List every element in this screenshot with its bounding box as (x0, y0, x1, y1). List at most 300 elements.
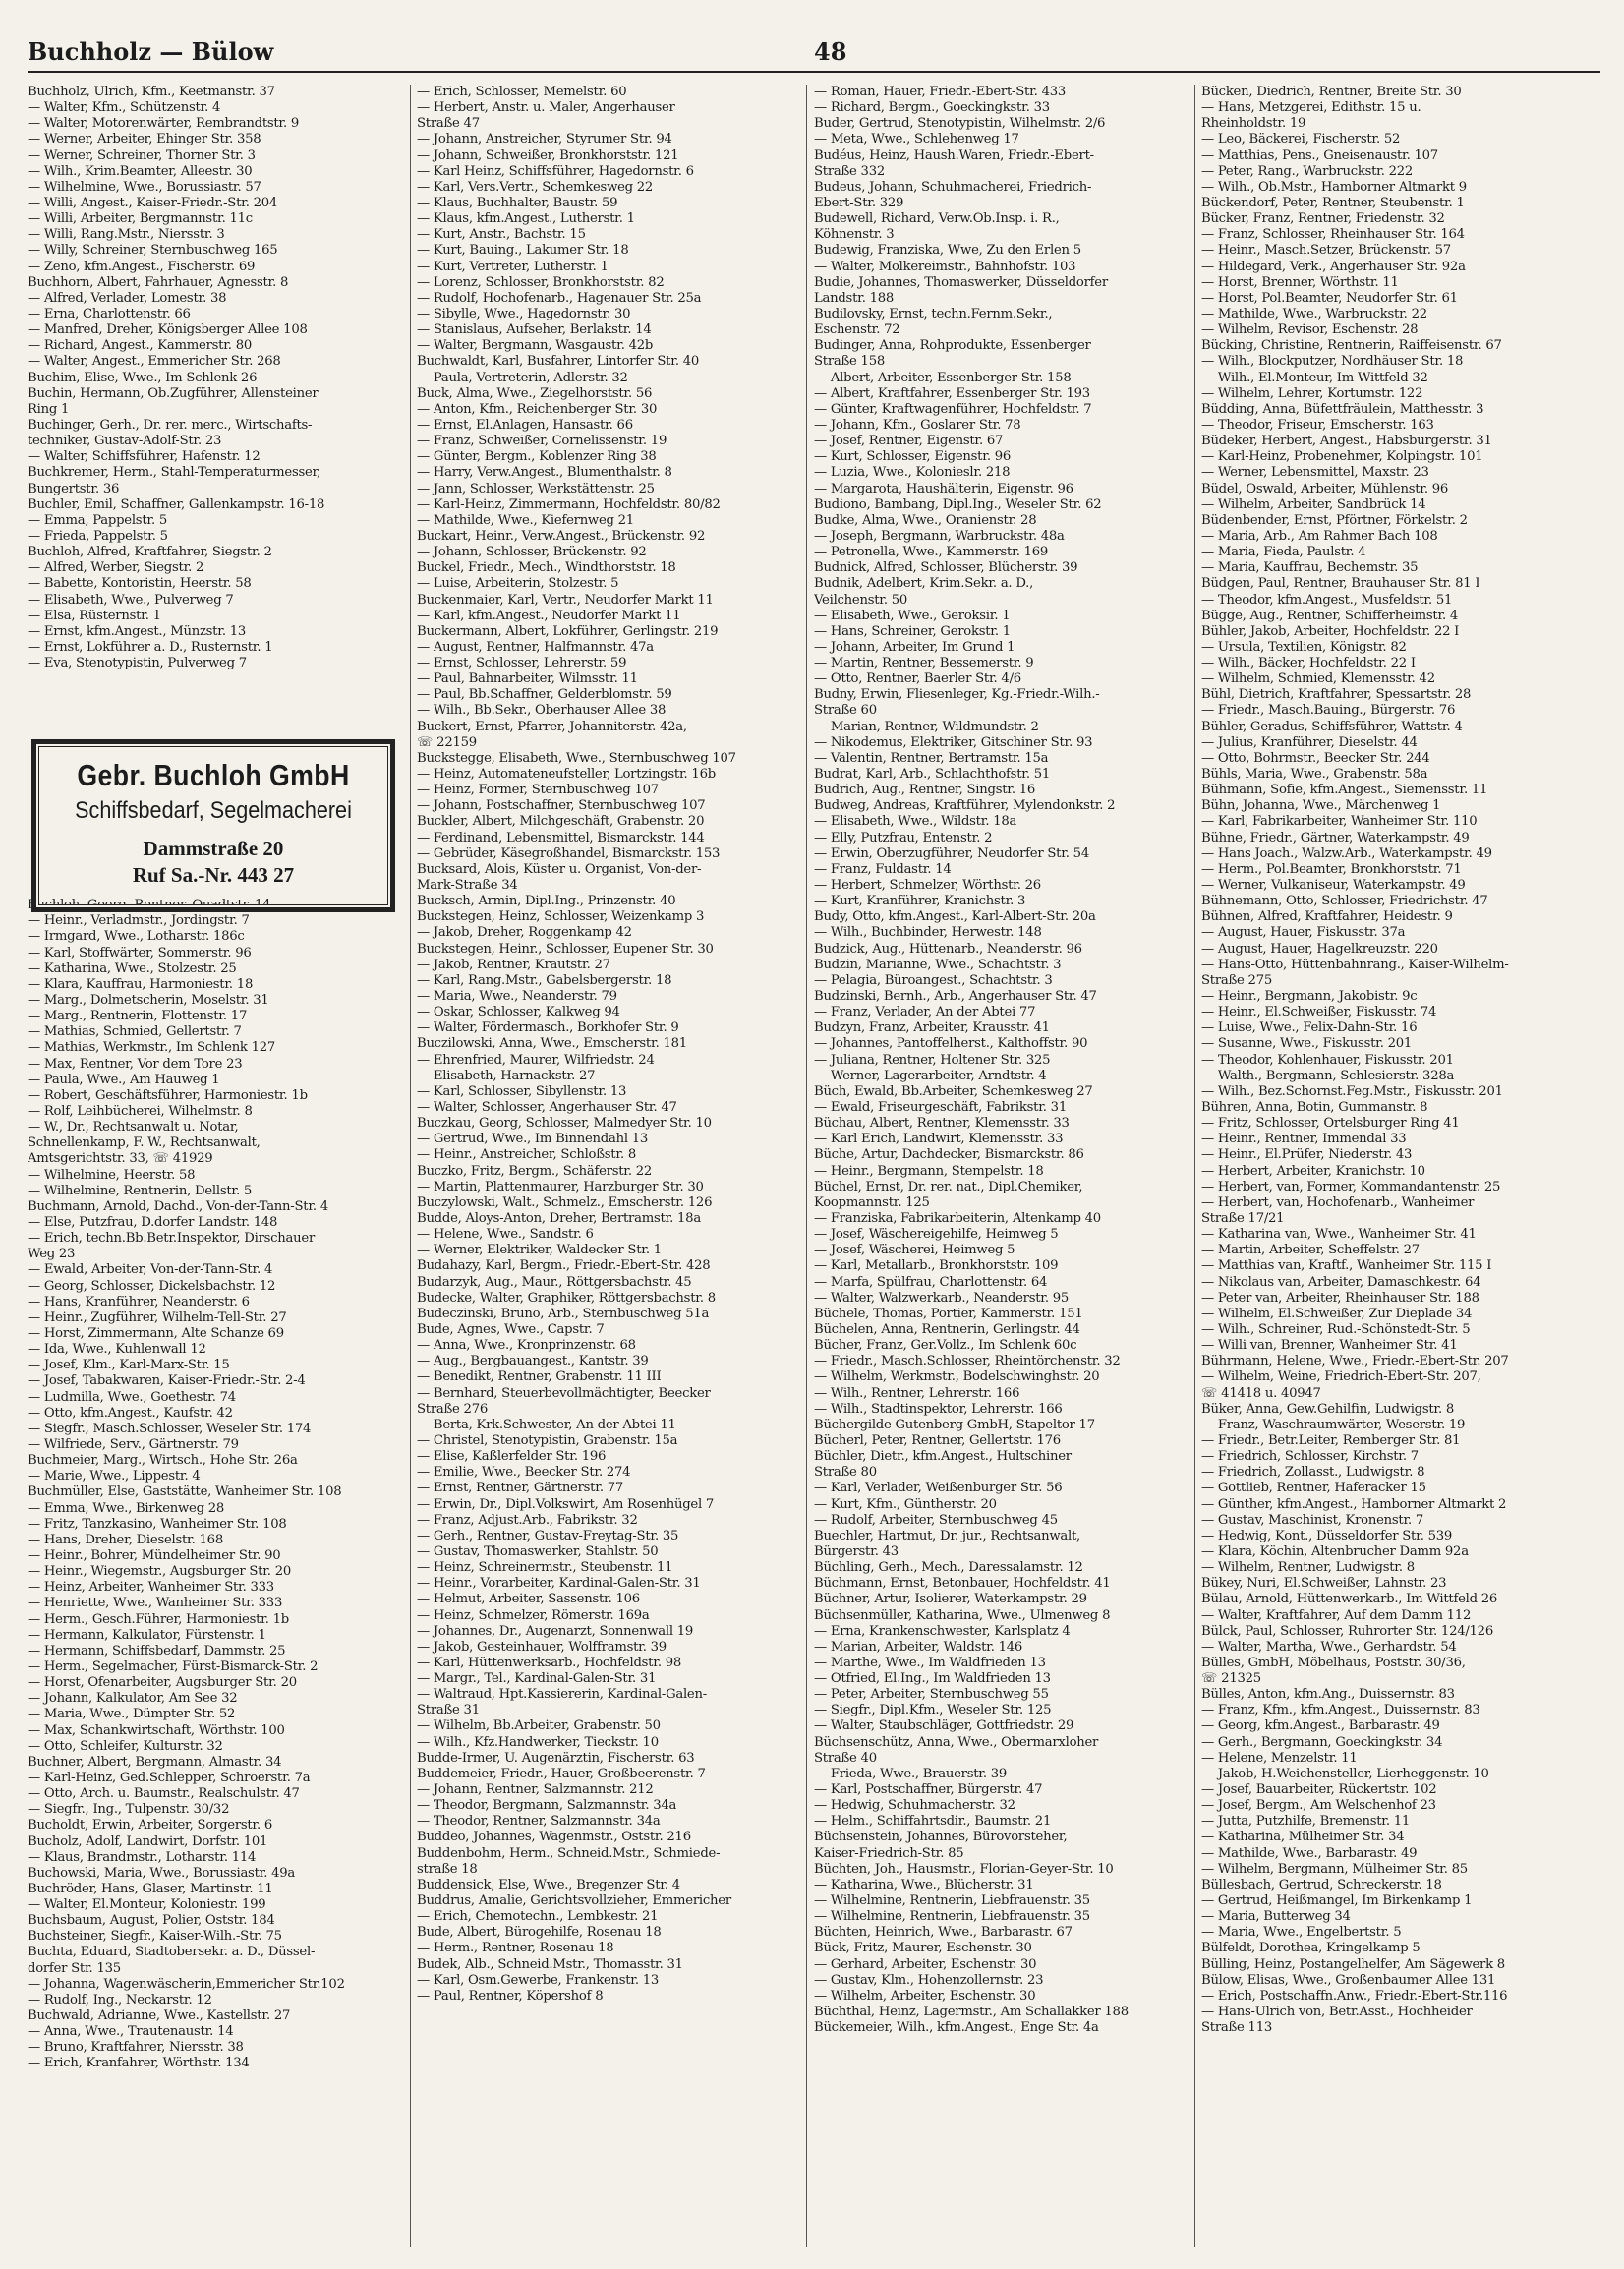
directory-entry: Bülles, GmbH, Möbelhaus, Poststr. 30/36, (1201, 1655, 1466, 1670)
directory-entry: — Heinr., Wiegemstr., Augsburger Str. 20 (28, 1564, 291, 1580)
directory-entry: Buechler, Hartmut, Dr. jur., Rechtsanwalt, (814, 1528, 1080, 1543)
directory-entry: Bucksch, Armin, Dipl.Ing., Prinzenstr. 40 (417, 894, 676, 909)
directory-entry: — Marfa, Spülfrau, Charlottenstr. 64 (814, 1274, 1048, 1290)
directory-entry: Bührmann, Helene, Wwe., Friedr.-Ebert-Str. 207 (1201, 1354, 1509, 1369)
directory-entry: Buddeo, Johannes, Wagenmstr., Oststr. 216 (417, 1830, 691, 1845)
directory-entry: — Heinz, Schreinermstr., Steubenstr. 11 (417, 1560, 673, 1576)
directory-entry: Bühn, Johanna, Wwe., Märchenweg 1 (1201, 798, 1441, 814)
directory-entry: — Maria, Arb., Am Rahmer Bach 108 (1201, 528, 1438, 544)
directory-entry: — Kurt, Bauing., Lakumer Str. 18 (417, 243, 629, 259)
directory-entry: — Elisabeth, Wwe., Geroksir. 1 (814, 608, 1011, 623)
column-rule (410, 85, 411, 2247)
directory-entry: Bügge, Aug., Rentner, Schifferheimstr. 4 (1201, 608, 1459, 623)
directory-entry: — Karl, Osm.Gewerbe, Frankenstr. 13 (417, 1972, 660, 1988)
directory-entry: — Otto, Rentner, Baerler Str. 4/6 (814, 671, 1021, 687)
advert-phone: Ruf Sa.-Nr. 443 27 (132, 863, 295, 887)
directory-entry: — Friedrich, Zollasst., Ludwigstr. 8 (1201, 1465, 1425, 1481)
directory-entry: — Margarota, Haushälterin, Eigenstr. 96 (814, 481, 1073, 496)
directory-entry: Büch, Ewald, Bb.Arbeiter, Schemkesweg 27 (814, 1083, 1093, 1099)
directory-entry: — Kurt, Kranführer, Kranichstr. 3 (814, 894, 1026, 909)
directory-entry: — Herm., Pol.Beamter, Bronkhorststr. 71 (1201, 861, 1462, 877)
directory-entry: — Wilhelm, Weine, Friedrich-Ebert-Str. 207, (1201, 1369, 1481, 1385)
directory-entry: — Georg, kfm.Angest., Barbarastr. 49 (1201, 1718, 1440, 1734)
directory-entry: — Wilh., Schreiner, Rud.-Schönstedt-Str. 5 (1201, 1321, 1471, 1337)
directory-entry: — Katharina, Wwe., Blücherstr. 31 (814, 1877, 1034, 1892)
directory-entry: Budde, Aloys-Anton, Dreher, Bertramstr. 18a (417, 1210, 701, 1226)
directory-entry: — Theodor, Kohlenhauer, Fiskusstr. 201 (1201, 1052, 1454, 1068)
directory-entry: — Wilhelmine, Rentnerin, Liebfrauenstr. 35 (814, 1909, 1090, 1925)
directory-entry: — Siegfr., Dipl.Kfm., Weseler Str. 125 (814, 1703, 1052, 1718)
directory-entry: Bucksard, Alois, Küster u. Organist, Von-der- (417, 861, 702, 877)
directory-entry: Buddrus, Amalie, Gerichtsvollzieher, Emmericher (417, 1893, 731, 1909)
directory-entry: — Walter, Kfm., Schützenstr. 4 (28, 100, 221, 116)
directory-entry: Köhnenstr. 3 (814, 227, 895, 243)
column-3 (814, 85, 1202, 2036)
directory-entry: — Hildegard, Verk., Angerhauser Str. 92a (1201, 259, 1466, 274)
directory-entry: — Otto, Schleifer, Kulturstr. 32 (28, 1738, 223, 1754)
directory-entry: — Johann, Schweißer, Bronkhorststr. 121 (417, 147, 679, 163)
page-header (28, 37, 1600, 73)
directory-entry: — Heinr., El.Prüfer, Niederstr. 43 (1201, 1147, 1413, 1163)
directory-entry: — Gerhard, Arbeiter, Eschenstr. 30 (814, 1956, 1037, 1972)
directory-entry: — Heinr., Rentner, Immendal 33 (1201, 1132, 1407, 1147)
directory-entry: — August, Hauer, Fiskusstr. 37a (1201, 925, 1406, 941)
directory-entry: Büchner, Artur, Isolierer, Waterkampstr. 29 (814, 1592, 1087, 1607)
directory-entry: — Horst, Brenner, Wörthstr. 11 (1201, 274, 1399, 290)
directory-entry: Budecke, Walter, Graphiker, Röttgersbachstr. 8 (417, 1290, 716, 1306)
directory-entry: — Ursula, Textilien, Königstr. 82 (1201, 639, 1407, 655)
directory-entry: — Karl, Schlosser, Sibyllenstr. 13 (417, 1083, 627, 1099)
directory-entry: Buchner, Albert, Bergmann, Almastr. 34 (28, 1754, 282, 1770)
directory-entry: — Ewald, Friseurgeschäft, Fabrikstr. 31 (814, 1100, 1067, 1115)
directory-entry: — Martin, Plattenmaurer, Harzburger Str. 30 (417, 1179, 704, 1194)
directory-entry: — Heinr., Bohrer, Mündelheimer Str. 90 (28, 1547, 281, 1563)
directory-entry: — Karl-Heinz, Ged.Schlepper, Schroerstr. 7a (28, 1770, 311, 1785)
directory-entry: — Hedwig, Kont., Düsseldorfer Str. 539 (1201, 1528, 1452, 1543)
directory-entry: Büker, Anna, Gew.Gehilfin, Ludwigstr. 8 (1201, 1401, 1455, 1417)
directory-entry: — Emma, Wwe., Birkenweg 28 (28, 1500, 224, 1516)
directory-entry: Straße 31 (417, 1703, 480, 1718)
directory-entry: — Karl, Fabrikarbeiter, Wanheimer Str. 110 (1201, 814, 1478, 830)
directory-entry: — Gustav, Maschinist, Kronenstr. 7 (1201, 1512, 1424, 1528)
directory-entry: — Maria, Fiedа, Paulstr. 4 (1201, 545, 1366, 560)
directory-entry: Buckert, Ernst, Pfarrer, Johanniterstr. 42a, (417, 719, 687, 734)
directory-entry: — Fritz, Tanzkasino, Wanheimer Str. 108 (28, 1516, 287, 1532)
directory-entry: — Herbert, van, Former, Kommandantenstr. 25 (1201, 1179, 1501, 1194)
directory-entry: — Walter, Fördermasch., Borkhofer Str. 9 (417, 1020, 679, 1036)
directory-entry: — Peter, Arbeiter, Sternbuschweg 55 (814, 1687, 1049, 1703)
directory-entry: Bülck, Paul, Schlosser, Ruhrorter Str. 124/126 (1201, 1623, 1493, 1639)
directory-entry: Buchler, Emil, Schaffner, Gallenkampstr. 16-18 (28, 496, 325, 512)
directory-entry: — Alfred, Verlader, Lomestr. 38 (28, 290, 227, 306)
directory-entry: — Emilie, Wwe., Beecker Str. 274 (417, 1465, 631, 1481)
directory-entry: — Karl, Verlader, Weißenburger Str. 56 (814, 1481, 1063, 1496)
directory-entry: — Horst, Pol.Beamter, Neudorfer Str. 61 (1201, 290, 1458, 306)
directory-entry: — Johann, Anstreicher, Styrumer Str. 94 (417, 132, 672, 147)
directory-entry: — Werner, Lebensmittel, Maxstr. 23 (1201, 465, 1429, 481)
directory-entry: Buchin, Hermann, Ob.Zugführer, Allensteiner (28, 385, 319, 401)
directory-entry: — Karl, kfm.Angest., Neudorfer Markt 11 (417, 608, 681, 623)
directory-entry: Amtsgerichtstr. 33, ☏ 41929 (28, 1151, 213, 1167)
directory-entry: — Jann, Schlosser, Werkstättenstr. 25 (417, 481, 655, 496)
directory-entry: — Wilhelm, Bb.Arbeiter, Grabenstr. 50 (417, 1718, 661, 1734)
directory-entry: Büdel, Oswald, Arbeiter, Mühlenstr. 96 (1201, 481, 1449, 496)
directory-entry: — Gertrud, Wwe., Im Binnendahl 13 (417, 1132, 649, 1147)
directory-entry: — Karl-Heinz, Probenehmer, Kolpingstr. 101 (1201, 449, 1483, 465)
directory-entry: — Stanislaus, Aufseher, Berlakstr. 14 (417, 322, 652, 338)
directory-entry: — Walter, Bergmann, Wasgaustr. 42b (417, 338, 654, 354)
directory-entry: Schnellenkamp, F. W., Rechtsanwalt, (28, 1135, 261, 1151)
directory-entry: — Johann, Kfm., Goslarer Str. 78 (814, 417, 1021, 433)
directory-entry: Büchler, Dietr., kfm.Angest., Hultschiner (814, 1449, 1072, 1465)
directory-entry: Budzick, Aug., Hüttenarb., Neanderstr. 96 (814, 941, 1082, 957)
directory-entry: — Josef, Wäschereigehilfe, Heimweg 5 (814, 1227, 1059, 1243)
directory-entry: — Franz, Fuldastr. 14 (814, 861, 952, 877)
directory-entry: Landstr. 188 (814, 290, 895, 306)
directory-entry: — Herm., Gesch.Führer, Harmoniestr. 1b (28, 1611, 289, 1627)
directory-entry: Buchinger, Gerh., Dr. rer. merc., Wirtschafts- (28, 417, 313, 433)
directory-entry: — Martin, Rentner, Bessemerstr. 9 (814, 656, 1034, 671)
directory-entry: — Harry, Verw.Angest., Blumenthalstr. 8 (417, 465, 672, 481)
directory-entry: — Erwin, Oberzugführer, Neudorfer Str. 54 (814, 845, 1089, 861)
directory-entry: Bühren, Anna, Botin, Gummanstr. 8 (1201, 1100, 1428, 1115)
directory-entry: — Wilh., El.Monteur, Im Wittfeld 32 (1201, 370, 1428, 385)
directory-entry: — Gebrüder, Käsegroßhandel, Bismarckstr. 153 (417, 845, 721, 861)
directory-entry: Koopmannstr. 125 (814, 1194, 930, 1210)
directory-entry: — Else, Putzfrau, D.dorfer Landstr. 148 (28, 1215, 278, 1231)
directory-entry: — Klara, Kauffrau, Harmoniestr. 18 (28, 976, 254, 992)
directory-entry: — Rudolf, Arbeiter, Sternbuschweg 45 (814, 1512, 1058, 1528)
directory-entry: — Wilh., Bez.Schornst.Feg.Mstr., Fiskusstr. 201 (1201, 1083, 1503, 1099)
directory-entry: Bücken, Diedrich, Rentner, Breite Str. 30 (1201, 85, 1462, 99)
directory-entry: — Marie, Wwe., Lippestr. 4 (28, 1469, 201, 1484)
directory-entry: Buchta, Eduard, Stadtobersekr. a. D., Düssel- (28, 1945, 316, 1960)
directory-entry: Büchergilde Gutenberg GmbH, Stapeltor 17 (814, 1417, 1095, 1432)
directory-entry: Buddenbohm, Herm., Schneid.Mstr., Schmiede- (417, 1845, 721, 1861)
directory-entry: — Joseph, Bergmann, Warbruckstr. 48a (814, 528, 1065, 544)
directory-entry: — Karl, Postschaffner, Bürgerstr. 47 (814, 1782, 1043, 1798)
directory-entry: — W., Dr., Rechtsanwalt u. Notar, (28, 1120, 239, 1135)
directory-entry: — Berta, Krk.Schwester, An der Abtei 11 (417, 1417, 676, 1432)
directory-entry: — Maria, Wwe., Dümpter Str. 52 (28, 1707, 236, 1722)
directory-entry: Bücherl, Peter, Rentner, Gellertstr. 176 (814, 1432, 1061, 1448)
directory-entry: — Roman, Hauer, Friedr.-Ebert-Str. 433 (814, 85, 1066, 99)
directory-entry: — Wilh., Rentner, Lehrerstr. 166 (814, 1385, 1020, 1401)
directory-entry: — Heinr., El.Schweißer, Fiskusstr. 74 (1201, 1005, 1437, 1020)
directory-entry: Budiono, Bambang, Dipl.Ing., Weseler Str. 62 (814, 496, 1102, 512)
directory-entry: — Otfried, El.Ing., Im Waldfrieden 13 (814, 1671, 1051, 1687)
directory-entry: Büchele, Thomas, Portier, Kammerstr. 151 (814, 1306, 1083, 1321)
directory-entry: — Bruno, Kraftfahrer, Niersstr. 38 (28, 2040, 244, 2056)
directory-entry: Bühne, Friedr., Gärtner, Waterkampstr. 49 (1201, 830, 1470, 845)
directory-entry: Bückendorf, Peter, Rentner, Steubenstr. 1 (1201, 195, 1465, 210)
directory-entry: — Paula, Wwe., Am Hauweg 1 (28, 1072, 220, 1087)
directory-entry: — Paul, Bahnarbeiter, Wilmsstr. 11 (417, 671, 638, 687)
directory-entry: — Gottlieb, Rentner, Haferacker 15 (1201, 1481, 1426, 1496)
directory-entry: straße 18 (417, 1861, 478, 1877)
directory-entry: — Kurt, Kfm., Güntherstr. 20 (814, 1496, 997, 1512)
directory-entry: — Heinr., Verladmstr., Jordingstr. 7 (28, 913, 250, 929)
directory-entry: Buckstegge, Elisabeth, Wwe., Sternbuschweg 107 (417, 750, 736, 766)
directory-entry: — Katharina van, Wwe., Wanheimer Str. 41 (1201, 1227, 1477, 1243)
directory-entry: — Ernst, Lokführer a. D., Rusternstr. 1 (28, 639, 273, 655)
directory-entry: — Willy, Schreiner, Sternbuschweg 165 (28, 243, 278, 259)
directory-entry: — Walter, El.Monteur, Koloniestr. 199 (28, 1897, 266, 1913)
directory-entry: — Theodor, Rentner, Salzmannstr. 34a (417, 1814, 661, 1830)
directory-entry: — Peter, Rang., Warbruckstr. 222 (1201, 163, 1414, 179)
directory-entry: Budilovsky, Ernst, techn.Fernm.Sekr., (814, 306, 1053, 321)
directory-entry: — Gustav, Klm., Hohenzollernstr. 23 (814, 1972, 1044, 1988)
directory-entry: — Eva, Stenotypistin, Pulverweg 7 (28, 656, 247, 671)
directory-entry: Budewig, Franziska, Wwe, Zu den Erlen 5 (814, 243, 1081, 259)
directory-entry: Büchling, Gerh., Mech., Daressalamstr. 12 (814, 1560, 1083, 1576)
directory-entry: — Günter, Bergm., Koblenzer Ring 38 (417, 449, 657, 465)
directory-entry: — Karl, Vers.Vertr., Schemkesweg 22 (417, 179, 654, 195)
directory-entry: — Elisabeth, Wwe., Pulverweg 7 (28, 592, 234, 608)
directory-entry: — Karl-Heinz, Zimmermann, Hochfeldstr. 80/82 (417, 496, 721, 512)
directory-entry: — Karl, Hüttenwerksarb., Hochfeldstr. 98 (417, 1655, 681, 1670)
directory-entry: — Walter, Staubschläger, Gottfriedstr. 29 (814, 1718, 1074, 1734)
directory-entry: Straße 40 (814, 1750, 877, 1766)
directory-entry: Bühmann, Sofie, kfm.Angest., Siemensstr. 11 (1201, 783, 1488, 798)
directory-entry: — Siegfr., Ing., Tulpenstr. 30/32 (28, 1802, 230, 1818)
directory-entry: Bülling, Heinz, Postangelhelfer, Am Sägewerk 8 (1201, 1956, 1505, 1972)
directory-entry: — Werner, Lagerarbeiter, Arndtstr. 4 (814, 1068, 1047, 1083)
directory-entry: Straße 113 (1201, 2020, 1272, 2036)
directory-entry: — Herbert, Arbeiter, Kranichstr. 10 (1201, 1163, 1425, 1179)
directory-entry: — Walter, Motorenwärter, Rembrandtstr. 9 (28, 116, 300, 132)
directory-entry: — Werner, Elektriker, Waldecker Str. 1 (417, 1243, 662, 1258)
directory-entry: — Walter, Walzwerkarb., Neanderstr. 95 (814, 1290, 1070, 1306)
directory-entry: — Karl, Stoffwärter, Sommerstr. 96 (28, 945, 252, 960)
directory-entry: Buckel, Friedr., Mech., Windthorststr. 18 (417, 560, 676, 576)
directory-entry: — Josef, Klm., Karl-Marx-Str. 15 (28, 1358, 230, 1373)
directory-entry: Bülles, Anton, kfm.Ang., Duissernstr. 83 (1201, 1687, 1455, 1703)
directory-entry: — Paula, Vertreterin, Adlerstr. 32 (417, 370, 628, 385)
directory-entry: — Leo, Bäckerei, Fischerstr. 52 (1201, 132, 1401, 147)
directory-entry: Straße 332 (814, 163, 885, 179)
directory-entry: — Babette, Kontoristin, Heerstr. 58 (28, 576, 252, 592)
directory-entry: — Wilh., Buchbinder, Herwestr. 148 (814, 925, 1042, 941)
directory-entry: ☏ 22159 (417, 734, 477, 750)
directory-entry: — Heinr., Bergmann, Jakobistr. 9c (1201, 989, 1418, 1005)
directory-entry: — Hermann, Schiffsbedarf, Dammstr. 25 (28, 1643, 286, 1658)
directory-entry: Buczilowski, Anna, Wwe., Emscherstr. 181 (417, 1036, 687, 1052)
directory-entry: Buchmeier, Marg., Wirtsch., Hohe Str. 26a (28, 1453, 298, 1469)
directory-entry: Budrich, Aug., Rentner, Singstr. 16 (814, 783, 1036, 798)
directory-entry: Ebert-Str. 329 (814, 195, 904, 210)
directory-entry: — Erich, Postschaffn.Anw., Friedr.-Ebert-Str.116 (1201, 1988, 1508, 2004)
directory-entry: — Maria, Kauffrau, Bechemstr. 35 (1201, 560, 1419, 576)
directory-entry: — Klara, Köchin, Altenbrucher Damm 92a (1201, 1543, 1469, 1559)
directory-entry: — Karl Heinz, Schiffsführer, Hagedornstr. 6 (417, 163, 694, 179)
directory-entry: — Paul, Bb.Schaffner, Gelderblomstr. 59 (417, 687, 672, 703)
directory-entry: Buckart, Heinr., Verw.Angest., Brückenstr. 92 (417, 528, 706, 544)
directory-entry: Bükey, Nuri, El.Schweißer, Lahnstr. 23 (1201, 1576, 1447, 1592)
directory-entry: — Wilhelmine, Wwe., Borussiastr. 57 (28, 179, 261, 195)
directory-entry: Bucholz, Adolf, Landwirt, Dorfstr. 101 (28, 1833, 268, 1849)
directory-entry: — Willi, Angest., Kaiser-Friedr.-Str. 204 (28, 195, 278, 210)
directory-entry: — Alfred, Werber, Siegstr. 2 (28, 560, 204, 576)
directory-entry: — Herbert, Anstr. u. Maler, Angerhauser (417, 100, 675, 116)
directory-entry: — Erich, Schlosser, Memelstr. 60 (417, 85, 627, 99)
directory-entry: — Wilhelm, Werkmstr., Bodelschwinghstr. 20 (814, 1369, 1100, 1385)
directory-entry: — Sibylle, Wwe., Hagedornstr. 30 (417, 306, 631, 321)
directory-entry: Ring 1 (28, 401, 70, 417)
directory-entry: Weg 23 (28, 1247, 76, 1262)
directory-entry: Bungertstr. 36 (28, 481, 120, 496)
directory-entry: — Wilhelm, Bergmann, Mülheimer Str. 85 (1201, 1861, 1468, 1877)
directory-entry: Straße 47 (417, 116, 480, 132)
directory-entry: Büchau, Albert, Rentner, Klemensstr. 33 (814, 1116, 1070, 1132)
directory-entry: — Theodor, kfm.Angest., Musfeldstr. 51 (1201, 592, 1453, 608)
directory-entry: — Erich, techn.Bb.Betr.Inspektor, Dirschauer (28, 1231, 316, 1247)
directory-entry: Budke, Alma, Wwe., Oranienstr. 28 (814, 512, 1037, 528)
directory-entry: — Erna, Charlottenstr. 66 (28, 306, 191, 321)
directory-entry: Buckstegen, Heinr., Schlosser, Eupener Str. 30 (417, 941, 714, 957)
directory-entry: Buchmann, Arnold, Dachd., Von-der-Tann-Str. 4 (28, 1198, 328, 1214)
directory-entry: Buckermann, Albert, Lokführer, Gerlingstr. 219 (417, 623, 719, 639)
directory-entry: — Karl Erich, Landwirt, Klemensstr. 33 (814, 1132, 1064, 1147)
column-1-bottom (28, 898, 416, 2071)
directory-entry: — Wilhelm, Revisor, Eschenstr. 28 (1201, 322, 1419, 338)
directory-entry: — Werner, Schreiner, Thorner Str. 3 (28, 147, 256, 163)
directory-entry: — Herbert, van, Hochofenarb., Wanheimer (1201, 1194, 1475, 1210)
directory-entry: — Wilh., Ob.Mstr., Hamborner Altmarkt 9 (1201, 179, 1467, 195)
directory-entry: — Ehrenfried, Maurer, Wilfriedstr. 24 (417, 1052, 655, 1068)
directory-entry: Buczko, Fritz, Bergm., Schäferstr. 22 (417, 1163, 653, 1179)
directory-entry: — Ewald, Arbeiter, Von-der-Tann-Str. 4 (28, 1262, 273, 1278)
directory-entry: Straße 158 (814, 354, 885, 370)
directory-entry: — Johann, Arbeiter, Im Grund 1 (814, 639, 1015, 655)
directory-entry: — Herbert, Schmelzer, Wörthstr. 26 (814, 878, 1041, 894)
directory-entry: Bühnen, Alfred, Kraftfahrer, Heidestr. 9 (1201, 909, 1453, 925)
directory-entry: Bücker, Franz, Rentner, Friedenstr. 32 (1201, 211, 1445, 227)
directory-entry: dorfer Str. 135 (28, 1960, 121, 1976)
directory-entry: — Jakob, H.Weichensteller, Lierheggenstr. 10 (1201, 1766, 1489, 1781)
running-head: Buchholz — Bülow (28, 37, 274, 66)
directory-entry: — Helene, Wwe., Sandstr. 6 (417, 1227, 594, 1243)
directory-entry: — Friedr., Masch.Bauing., Bürgerstr. 76 (1201, 703, 1456, 719)
directory-entry: — Hans, Schreiner, Gerokstr. 1 (814, 623, 1011, 639)
directory-entry: — Friedr., Masch.Schlosser, Rheintörchenstr. 32 (814, 1354, 1121, 1369)
directory-entry: — Wilhelmine, Rentnerin, Dellstr. 5 (28, 1183, 253, 1198)
directory-entry: — Franziska, Fabrikarbeiterin, Altenkamp 40 (814, 1210, 1101, 1226)
directory-entry: Buck, Alma, Wwe., Ziegelhorststr. 56 (417, 385, 653, 401)
directory-entry: — Karl, Metallarb., Bronkhorststr. 109 (814, 1258, 1059, 1274)
directory-entry: Budnick, Alfred, Schlosser, Blücherstr. 39 (814, 560, 1078, 576)
directory-entry: — Albert, Kraftfahrer, Essenberger Str. 193 (814, 385, 1090, 401)
directory-entry: — Wilhelm, Arbeiter, Sandbrück 14 (1201, 496, 1426, 512)
directory-entry: Bürgerstr. 43 (814, 1543, 899, 1559)
directory-entry: — Aug., Bergbauangest., Kantstr. 39 (417, 1354, 649, 1369)
directory-entry: — Richard, Bergm., Goeckingkstr. 33 (814, 100, 1050, 116)
directory-entry: — Kurt, Anstr., Bachstr. 15 (417, 227, 586, 243)
column-4 (1201, 85, 1590, 2036)
directory-entry: — Maria, Wwe., Engelbertstr. 5 (1201, 1925, 1402, 1941)
directory-entry: — Fritz, Schlosser, Ortelsburger Ring 41 (1201, 1116, 1460, 1132)
directory-entry: — Franz, Schweißer, Cornelissenstr. 19 (417, 434, 667, 449)
directory-entry: — Wilhelm, Rentner, Ludwigstr. 8 (1201, 1560, 1415, 1576)
directory-entry: Budweg, Andreas, Kraftführer, Mylendonkstr. 2 (814, 798, 1116, 814)
directory-entry: Bülau, Arnold, Hüttenwerkarb., Im Wittfeld 26 (1201, 1592, 1498, 1607)
directory-entry: Mark-Straße 34 (417, 878, 518, 894)
directory-entry: — Marg., Rentnerin, Flottenstr. 17 (28, 1009, 248, 1024)
directory-entry: — Theodor, Friseur, Emscherstr. 163 (1201, 417, 1434, 433)
column-1 (28, 85, 416, 2072)
directory-entry: — Horst, Ofenarbeiter, Augsburger Str. 20 (28, 1675, 297, 1691)
directory-entry: — Jakob, Gesteinhauer, Wolfframstr. 39 (417, 1639, 667, 1655)
directory-entry: Eschenstr. 72 (814, 322, 900, 338)
directory-entry: — Oskar, Schlosser, Kalkweg 94 (417, 1005, 620, 1020)
directory-entry: — Johannes, Pantoffelherst., Kalthoffstr. 90 (814, 1036, 1088, 1052)
directory-entry: — Wilhelmine, Rentnerin, Liebfrauenstr. 35 (814, 1893, 1090, 1909)
directory-entry: — Walter, Martha, Wwe., Gerhardstr. 54 (1201, 1639, 1457, 1655)
directory-entry: — Rolf, Leihbücherei, Wilhelmstr. 8 (28, 1104, 253, 1120)
directory-entry: Budie, Johannes, Thomaswerker, Düsseldorfer (814, 274, 1108, 290)
directory-entry: — Zeno, kfm.Angest., Fischerstr. 69 (28, 259, 256, 274)
directory-entry: — Klaus, Brandmstr., Lotharstr. 114 (28, 1849, 257, 1865)
directory-entry: — Rudolf, Hochofenarb., Hagenauer Str. 25a (417, 290, 702, 306)
directory-entry: Budinger, Anna, Rohproduktе, Essenberger (814, 338, 1091, 354)
directory-entry: Buchröder, Hans, Glaser, Martinstr. 11 (28, 1881, 273, 1896)
directory-entry: Budek, Alb., Schneid.Mstr., Thomasstr. 31 (417, 1956, 683, 1972)
directory-entry: — Mathias, Werkmstr., Im Schlenk 127 (28, 1040, 276, 1056)
directory-entry: — Mathilde, Wwe., Barbarastr. 49 (1201, 1845, 1418, 1861)
directory-entry: — Marian, Rentner, Wildmundstr. 2 (814, 719, 1039, 734)
directory-entry: — Maria, Wwe., Neanderstr. 79 (417, 989, 617, 1005)
directory-entry: — Otto, kfm.Angest., Kaufstr. 42 (28, 1405, 233, 1421)
directory-entry: — Siegfr., Masch.Schlosser, Weseler Str. 174 (28, 1421, 312, 1436)
directory-entry: — Lorenz, Schlosser, Bronkhorststr. 82 (417, 274, 665, 290)
directory-entry: — Walter, Molkereimstr., Bahnhofstr. 103 (814, 259, 1076, 274)
directory-entry: Bühl, Dietrich, Kraftfahrer, Spessartstr. 28 (1201, 687, 1472, 703)
directory-entry: Buchim, Elise, Wwe., Im Schlenk 26 (28, 370, 258, 385)
column-rule (806, 85, 807, 2247)
directory-entry: Budny, Erwin, Fliesenleger, Kg.-Friedr.-Wilh.- (814, 687, 1100, 703)
directory-entry: ☏ 21325 (1201, 1671, 1261, 1687)
directory-entry: Straße 275 (1201, 972, 1272, 988)
directory-entry: techniker, Gustav-Adolf-Str. 23 (28, 434, 222, 449)
advert-company: Gebr. Buchloh GmbH (77, 758, 350, 792)
directory-entry: — Josef, Wäscherei, Heimweg 5 (814, 1243, 1015, 1258)
directory-entry: — Matthias, Pens., Gneisenaustr. 107 (1201, 147, 1438, 163)
directory-entry: Büchsenmüller, Katharina, Wwe., Ulmenweg 8 (814, 1607, 1111, 1623)
directory-entry: — Anna, Wwe., Kronprinzenstr. 68 (417, 1338, 636, 1354)
directory-entry: — Hedwig, Schuhmacherstr. 32 (814, 1798, 1015, 1814)
directory-entry: Buchholz, Ulrich, Kfm., Keetmanstr. 37 (28, 85, 275, 99)
directory-entry: Budzinski, Bernh., Arb., Angerhauser Str. 47 (814, 989, 1097, 1005)
directory-entry: — Gerh., Bergmann, Goeckingkstr. 34 (1201, 1734, 1443, 1750)
directory-entry: — Otto, Bohrmstr., Beecker Str. 244 (1201, 750, 1430, 766)
directory-entry: Bückemeier, Wilh., kfm.Angest., Enge Str. 4a (814, 2020, 1099, 2036)
directory-entry: — Matthias van, Kraftf., Wanheimer Str. 115 I (1201, 1258, 1492, 1274)
directory-entry: Buczylowski, Walt., Schmelz., Emscherstr. 126 (417, 1194, 713, 1210)
directory-entry: — Marthe, Wwe., Im Waldfrieden 13 (814, 1655, 1046, 1670)
directory-entry: Büdding, Anna, Büfettfräulein, Matthesstr. 3 (1201, 401, 1484, 417)
directory-entry: — Maria, Butterweg 34 (1201, 1909, 1351, 1925)
directory-entry: — Johann, Postschaffner, Sternbuschweg 107 (417, 798, 706, 814)
directory-entry: — Wilh., Bäcker, Hochfeldstr. 22 I (1201, 656, 1416, 671)
directory-entry: Bücher, Franz, Ger.Vollz., Im Schlenk 60c (814, 1338, 1077, 1354)
directory-entry: — Jutta, Putzhilfe, Bremenstr. 11 (1201, 1814, 1411, 1830)
directory-entry: Buchhorn, Albert, Fahrhauer, Agnesstr. 8 (28, 274, 289, 290)
directory-entry: — Wilh., Stadtinspektor, Lehrerstr. 166 (814, 1401, 1063, 1417)
directory-entry: — Willi, Rang.Mstr., Niersstr. 3 (28, 227, 225, 243)
directory-entry: — Valentin, Rentner, Bertramstr. 15a (814, 750, 1049, 766)
directory-entry: — Ernst, Rentner, Gärtnerstr. 77 (417, 1481, 624, 1496)
directory-entry: — Friedrich, Schlosser, Kirchstr. 7 (1201, 1449, 1419, 1465)
